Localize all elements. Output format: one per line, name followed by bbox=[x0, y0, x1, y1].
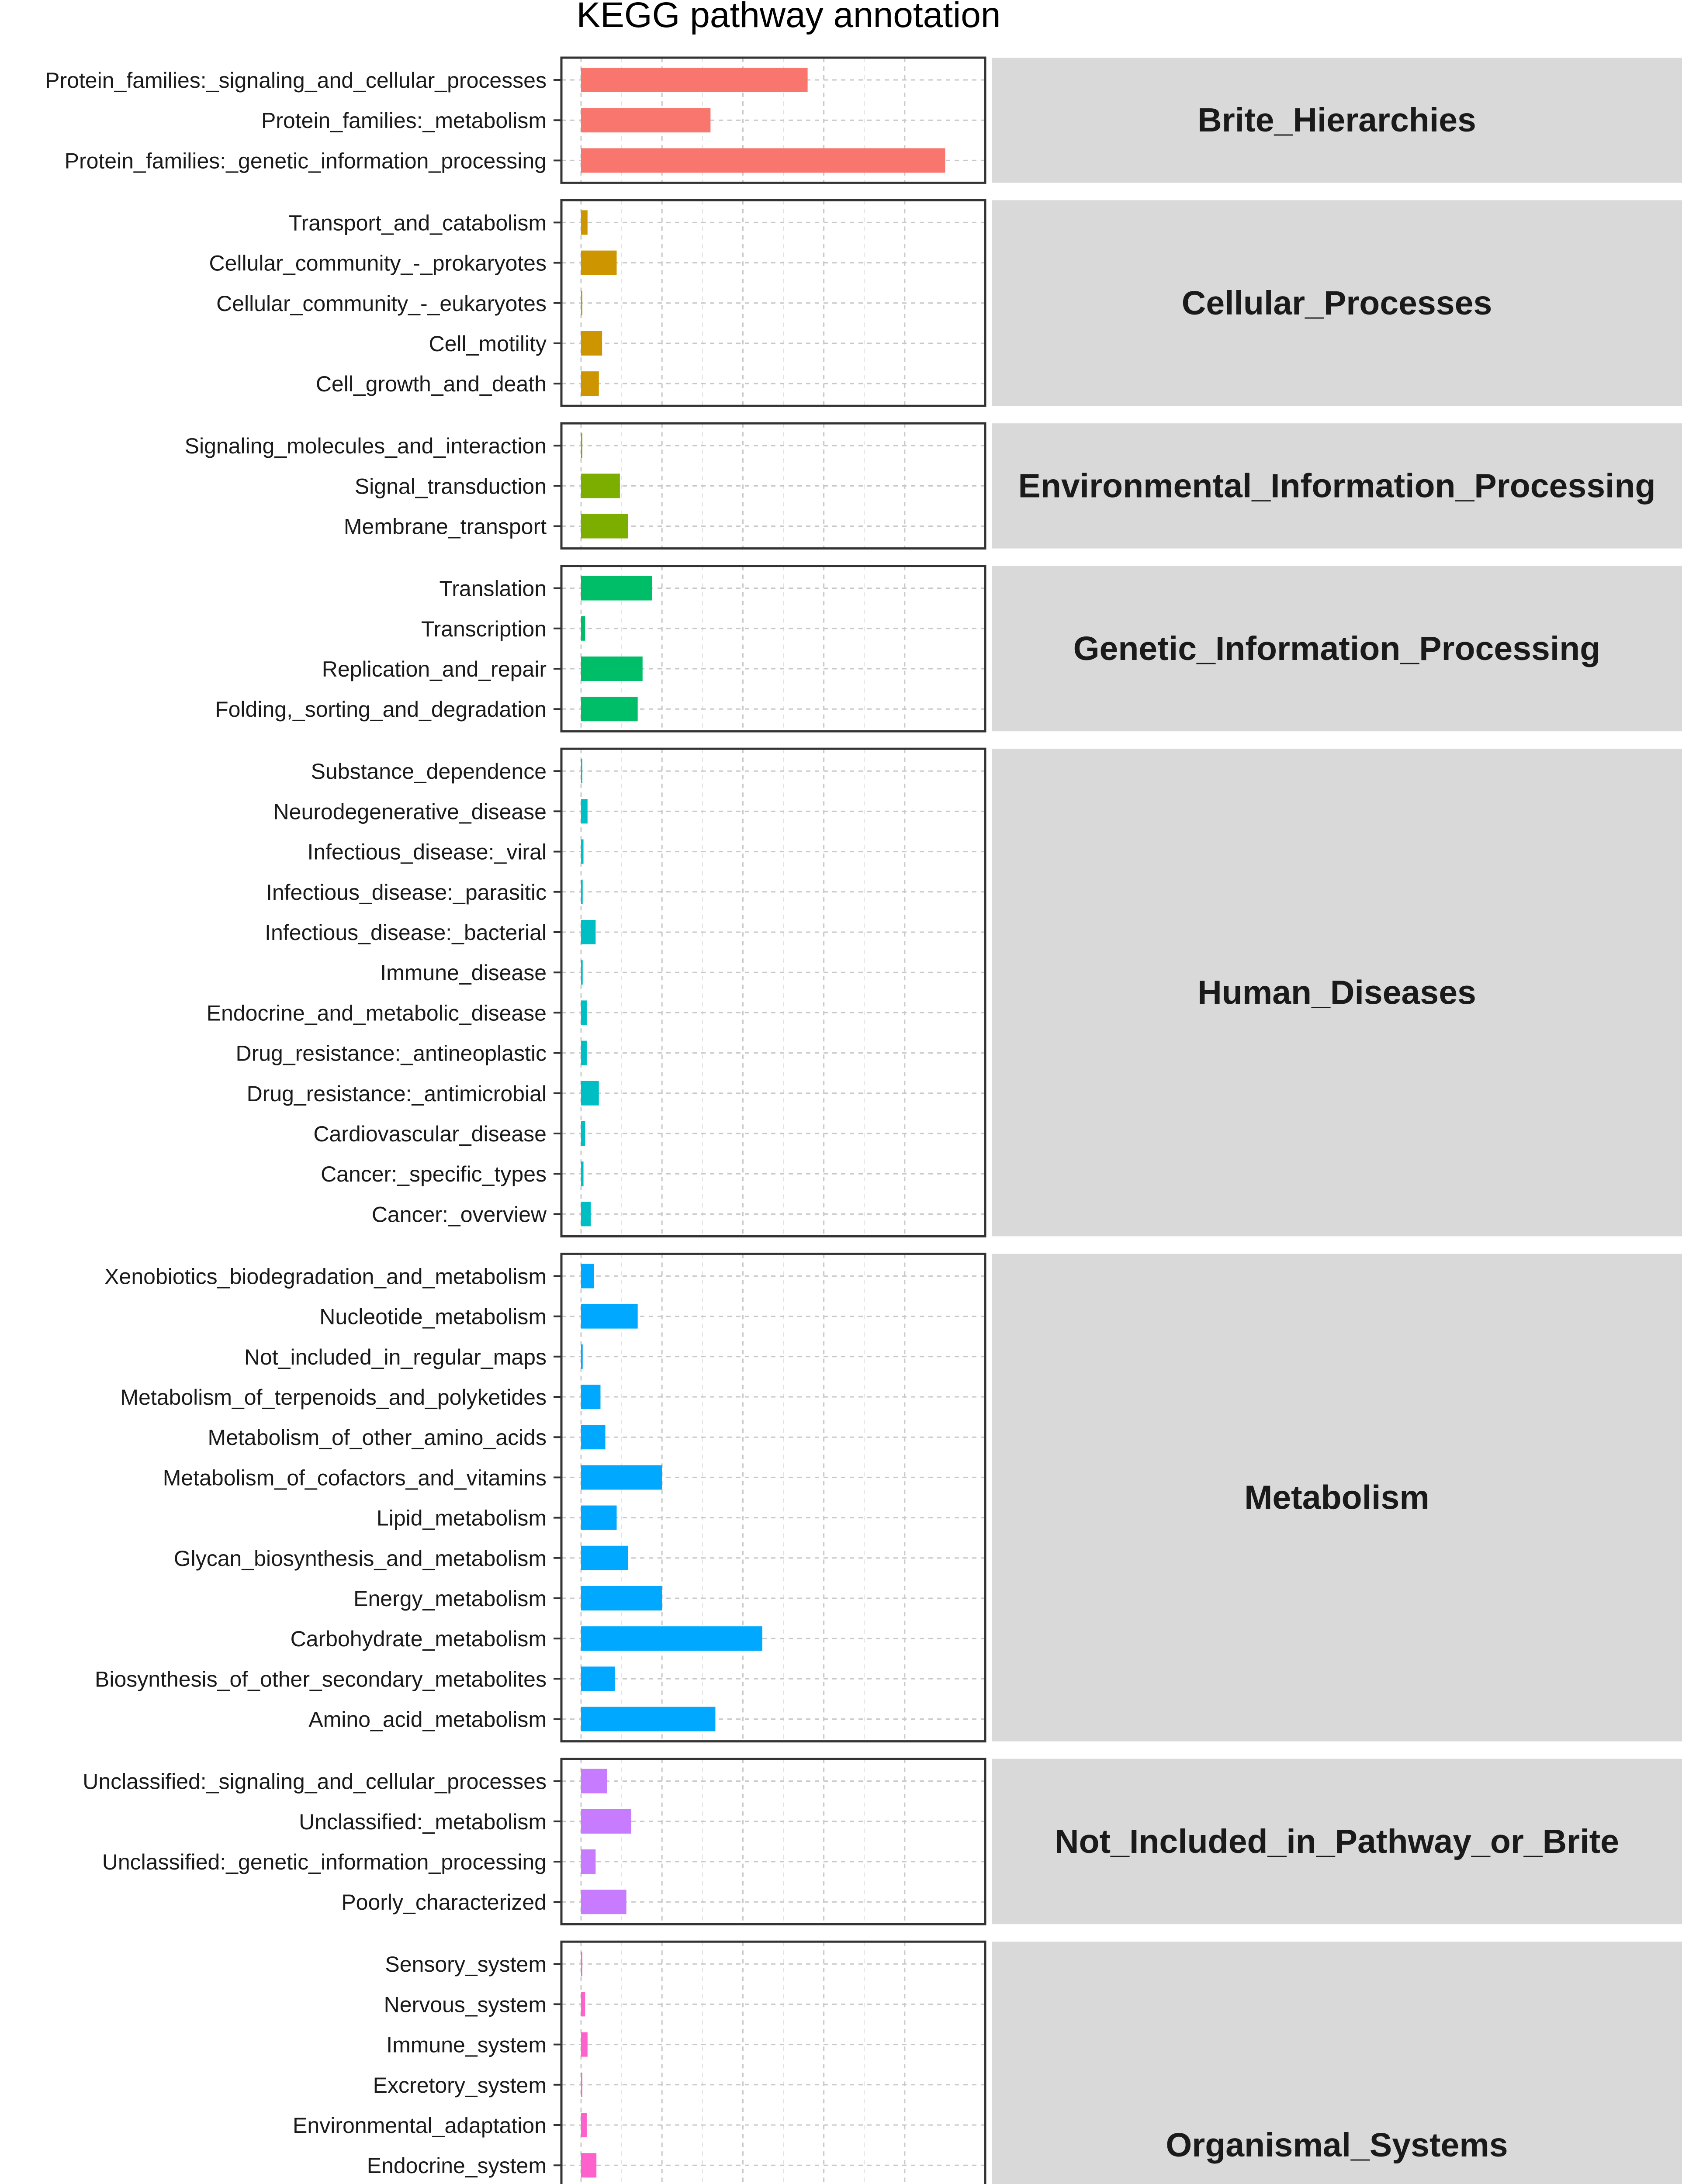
y-tick-label-unclassified-metabolism: Unclassified:_metabolism bbox=[299, 1809, 547, 1834]
bar-protein-families-genetic-information-processing bbox=[581, 148, 945, 173]
y-tick-label-immune-system: Immune_system bbox=[386, 2032, 547, 2057]
y-tick-label-replication-and-repair: Replication_and_repair bbox=[322, 657, 547, 681]
bar-transport-and-catabolism bbox=[581, 210, 588, 235]
y-tick-label-infectious-disease-bacterial: Infectious_disease:_bacterial bbox=[265, 920, 547, 945]
y-tick-label-not-included-in-regular-maps: Not_included_in_regular_maps bbox=[244, 1344, 547, 1369]
panel-border-organismal-systems bbox=[561, 1942, 985, 2184]
bar-infectious-disease-viral bbox=[581, 840, 584, 864]
facet-label-human-diseases: Human_Diseases bbox=[1197, 974, 1476, 1012]
facet-label-cellular-processes: Cellular_Processes bbox=[1181, 284, 1492, 322]
bar-sensory-system bbox=[581, 1952, 582, 1976]
y-tick-label-endocrine-system: Endocrine_system bbox=[367, 2153, 547, 2178]
bar-translation bbox=[581, 576, 652, 601]
y-tick-label-signal-transduction: Signal_transduction bbox=[354, 474, 547, 499]
y-tick-label-protein-families-genetic-information-processing: Protein_families:_genetic_information_processing bbox=[64, 149, 547, 173]
y-tick-label-metabolism-of-other-amino-acids: Metabolism_of_other_amino_acids bbox=[208, 1425, 547, 1450]
y-tick-label-biosynthesis-of-other-secondary-metabolites: Biosynthesis_of_other_secondary_metabolites bbox=[95, 1667, 547, 1692]
y-tick-label-transcription: Transcription bbox=[421, 616, 547, 641]
bar-amino-acid-metabolism bbox=[581, 1707, 715, 1731]
bar-cell-motility bbox=[581, 331, 602, 356]
y-tick-label-environmental-adaptation: Environmental_adaptation bbox=[293, 2113, 547, 2138]
bar-not-included-in-regular-maps bbox=[581, 1344, 583, 1369]
bar-unclassified-genetic-information-processing bbox=[581, 1849, 595, 1874]
bar-transcription bbox=[581, 616, 585, 641]
y-tick-label-substance-dependence: Substance_dependence bbox=[311, 759, 547, 784]
bar-protein-families-metabolism bbox=[581, 108, 710, 132]
y-tick-label-cellular-community-prokaryotes: Cellular_community_-_prokaryotes bbox=[209, 251, 547, 276]
y-tick-label-poorly-characterized: Poorly_characterized bbox=[341, 1890, 547, 1915]
y-tick-label-folding-sorting-and-degradation: Folding,_sorting_and_degradation bbox=[215, 697, 547, 722]
bar-substance-dependence bbox=[581, 759, 582, 783]
y-tick-label-xenobiotics-biodegradation-and-metabolism: Xenobiotics_biodegradation_and_metabolism bbox=[104, 1264, 547, 1289]
y-tick-label-drug-resistance-antimicrobial: Drug_resistance:_antimicrobial bbox=[246, 1081, 547, 1106]
bar-cell-growth-and-death bbox=[581, 371, 599, 396]
facet-label-organismal-systems: Organismal_Systems bbox=[1166, 2126, 1508, 2164]
bar-metabolism-of-terpenoids-and-polyketides bbox=[581, 1385, 600, 1409]
bar-glycan-biosynthesis-and-metabolism bbox=[581, 1546, 628, 1570]
bar-infectious-disease-parasitic bbox=[581, 880, 583, 904]
y-tick-label-energy-metabolism: Energy_metabolism bbox=[353, 1586, 547, 1611]
y-tick-label-excretory-system: Excretory_system bbox=[373, 2073, 547, 2098]
bar-infectious-disease-bacterial bbox=[581, 920, 595, 944]
y-tick-label-immune-disease: Immune_disease bbox=[380, 961, 547, 985]
bar-nervous-system bbox=[581, 1992, 585, 2016]
bar-excretory-system bbox=[581, 2073, 582, 2097]
y-tick-label-drug-resistance-antineoplastic: Drug_resistance:_antineoplastic bbox=[235, 1041, 547, 1066]
y-tick-label-neurodegenerative-disease: Neurodegenerative_disease bbox=[273, 799, 547, 824]
y-tick-label-unclassified-signaling-and-cellular-processes: Unclassified:_signaling_and_cellular_processes bbox=[83, 1769, 547, 1794]
panel-border-human-diseases bbox=[561, 749, 985, 1236]
y-tick-label-cellular-community-eukaryotes: Cellular_community_-_eukaryotes bbox=[216, 291, 547, 316]
y-tick-label-unclassified-genetic-information-processing: Unclassified:_genetic_information_processing bbox=[102, 1850, 547, 1874]
bar-replication-and-repair bbox=[581, 657, 643, 681]
bar-membrane-transport bbox=[581, 514, 628, 539]
bar-signaling-molecules-and-interaction bbox=[581, 433, 582, 458]
bar-metabolism-of-other-amino-acids bbox=[581, 1425, 606, 1449]
y-tick-label-cancer-overview: Cancer:_overview bbox=[371, 1202, 547, 1227]
bar-unclassified-signaling-and-cellular-processes bbox=[581, 1769, 607, 1794]
y-tick-label-signaling-molecules-and-interaction: Signaling_molecules_and_interaction bbox=[184, 434, 547, 459]
bar-cellular-community-prokaryotes bbox=[581, 251, 616, 275]
bar-energy-metabolism bbox=[581, 1586, 662, 1610]
bar-nucleotide-metabolism bbox=[581, 1304, 638, 1329]
bar-cardiovascular-disease bbox=[581, 1121, 585, 1146]
y-tick-label-membrane-transport: Membrane_transport bbox=[343, 514, 547, 539]
y-tick-label-cell-motility: Cell_motility bbox=[429, 332, 547, 356]
bar-neurodegenerative-disease bbox=[581, 799, 588, 823]
bar-unclassified-metabolism bbox=[581, 1809, 631, 1834]
bar-cellular-community-eukaryotes bbox=[581, 291, 582, 315]
y-tick-label-sensory-system: Sensory_system bbox=[385, 1952, 547, 1977]
y-tick-label-protein-families-signaling-and-cellular-processes: Protein_families:_signaling_and_cellular_processes bbox=[45, 68, 547, 93]
bar-carbohydrate-metabolism bbox=[581, 1626, 762, 1651]
y-tick-label-glycan-biosynthesis-and-metabolism: Glycan_biosynthesis_and_metabolism bbox=[173, 1546, 547, 1571]
y-tick-label-cancer-specific-types: Cancer:_specific_types bbox=[321, 1162, 547, 1187]
y-tick-label-metabolism-of-cofactors-and-vitamins: Metabolism_of_cofactors_and_vitamins bbox=[163, 1465, 547, 1490]
y-tick-label-cardiovascular-disease: Cardiovascular_disease bbox=[313, 1122, 547, 1146]
y-tick-label-endocrine-and-metabolic-disease: Endocrine_and_metabolic_disease bbox=[206, 1001, 547, 1026]
bar-metabolism-of-cofactors-and-vitamins bbox=[581, 1465, 662, 1489]
bar-biosynthesis-of-other-secondary-metabolites bbox=[581, 1666, 615, 1691]
facet-label-not-included-in-pathway-or-brite: Not_Included_in_Pathway_or_Brite bbox=[1054, 1822, 1620, 1860]
bar-signal-transduction bbox=[581, 473, 620, 498]
y-tick-label-transport-and-catabolism: Transport_and_catabolism bbox=[288, 211, 547, 235]
y-tick-label-amino-acid-metabolism: Amino_acid_metabolism bbox=[308, 1707, 547, 1732]
bar-poorly-characterized bbox=[581, 1890, 626, 1914]
bar-drug-resistance-antimicrobial bbox=[581, 1081, 599, 1106]
bar-protein-families-signaling-and-cellular-processes bbox=[581, 68, 808, 92]
bar-endocrine-and-metabolic-disease bbox=[581, 1000, 587, 1025]
y-tick-label-lipid-metabolism: Lipid_metabolism bbox=[376, 1506, 547, 1531]
bar-environmental-adaptation bbox=[581, 2113, 587, 2137]
y-tick-label-translation: Translation bbox=[439, 576, 547, 601]
bar-xenobiotics-biodegradation-and-metabolism bbox=[581, 1264, 594, 1288]
y-tick-label-cell-growth-and-death: Cell_growth_and_death bbox=[315, 372, 547, 397]
y-tick-label-nucleotide-metabolism: Nucleotide_metabolism bbox=[319, 1304, 547, 1329]
facet-label-metabolism: Metabolism bbox=[1244, 1479, 1429, 1517]
y-tick-label-metabolism-of-terpenoids-and-polyketides: Metabolism_of_terpenoids_and_polyketides bbox=[120, 1385, 547, 1410]
facet-label-environmental-information-processing: Environmental_Information_Processing bbox=[1018, 467, 1656, 505]
y-tick-label-carbohydrate-metabolism: Carbohydrate_metabolism bbox=[290, 1627, 547, 1652]
bar-cancer-overview bbox=[581, 1202, 591, 1226]
bar-drug-resistance-antineoplastic bbox=[581, 1041, 587, 1065]
y-tick-label-protein-families-metabolism: Protein_families:_metabolism bbox=[261, 108, 547, 133]
y-tick-label-nervous-system: Nervous_system bbox=[384, 1992, 547, 2017]
bar-immune-system bbox=[581, 2032, 588, 2057]
bar-cancer-specific-types bbox=[581, 1161, 584, 1186]
bar-folding-sorting-and-degradation bbox=[581, 697, 638, 721]
y-tick-label-infectious-disease-viral: Infectious_disease:_viral bbox=[307, 840, 547, 864]
bar-endocrine-system bbox=[581, 2153, 596, 2177]
bar-immune-disease bbox=[581, 960, 583, 985]
y-tick-label-infectious-disease-parasitic: Infectious_disease:_parasitic bbox=[266, 880, 547, 905]
facet-label-genetic-information-processing: Genetic_Information_Processing bbox=[1073, 629, 1601, 667]
bar-lipid-metabolism bbox=[581, 1506, 616, 1530]
chart-title: KEGG pathway annotation bbox=[576, 0, 1001, 35]
facet-label-brite-hierarchies: Brite_Hierarchies bbox=[1197, 101, 1476, 139]
